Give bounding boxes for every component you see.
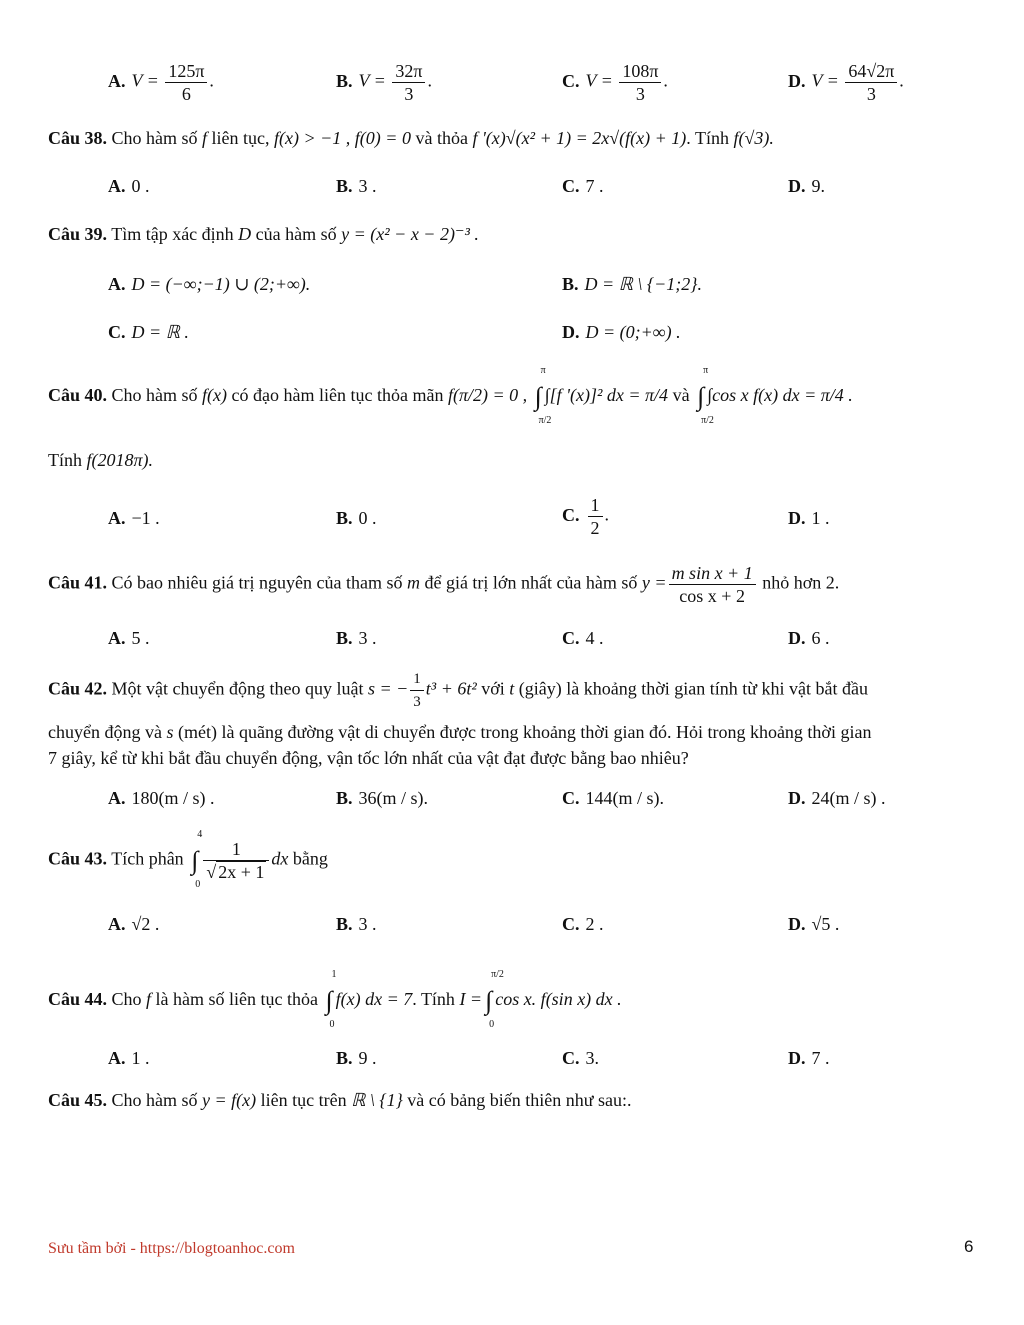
- q45-stem: Câu 45. Cho hàm số y = f(x) liên tục trên ℝ \ {1} và có bảng biến thiên như sau:.: [48, 1090, 632, 1110]
- q44-option-c: C. 3.: [562, 1048, 599, 1068]
- q37-option-c: C. V = $\frac{108\pi}{3}$ .: [562, 61, 668, 104]
- q44-stem: Câu 44. Cho f là hàm số liên tục thỏa ∫ 1 0 f(x) dx = 7. Tính I = ∫ π/2 0 cos x. f(sin x) dx .: [48, 969, 622, 1030]
- q39-option-c: C. D = ℝ .: [108, 322, 189, 342]
- q42-stem: Câu 42. Một vật chuyển động theo quy luật s = − $\frac{1}{3}$ t³ + 6t² với t (giây) là khoảng thời gian tính từ khi vật bắt đầu: [48, 668, 868, 713]
- q39-option-b: B. D = ℝ \ {−1;2}.: [562, 274, 702, 294]
- q43-option-d: D. √5 .: [788, 914, 840, 934]
- q40-option-c: C. $\frac{1}{2}$ .: [562, 495, 609, 538]
- q41-option-a: A. 5 .: [108, 628, 150, 648]
- q40-option-b: B. 0 .: [336, 508, 377, 528]
- q41-stem: Câu 41. Có bao nhiêu giá trị nguyên của tham số m để giá trị lớn nhất của hàm số y = $\frac{\text{m sin x + 1}}{\text{cos x + 2}}$ nhỏ hơn 2.: [48, 563, 840, 606]
- page-number: 6: [964, 1237, 974, 1256]
- q42-line3: 7 giây, kể từ khi bắt đầu chuyển động, vận tốc lớn nhất của vật đạt được bằng bao nhiêu?: [48, 748, 689, 768]
- q41-option-d: D. 6 .: [788, 628, 830, 648]
- q38-option-c: C. 7 .: [562, 176, 604, 196]
- q39-stem: Câu 39. Tìm tập xác định D của hàm số y = (x² − x − 2)⁻³ .: [48, 224, 479, 244]
- q41-option-b: B. 3 .: [336, 628, 377, 648]
- q41-option-c: C. 4 .: [562, 628, 604, 648]
- q43-option-a: A. √2 .: [108, 914, 160, 934]
- q43-option-c: C. 2 .: [562, 914, 604, 934]
- q39-option-d: D. D = (0;+∞) .: [562, 322, 681, 342]
- q38-option-a: A. 0 .: [108, 176, 150, 196]
- q42-option-d: D. 24(m / s) .: [788, 788, 886, 808]
- q38-stem: Câu 38. Cho hàm số f liên tục, f(x) > −1 , f(0) = 0 và thỏa f '(x)√(x² + 1) = 2x√(f(x) + 1). Tính f(√3).: [48, 128, 774, 148]
- q37-option-b: B. V = $\frac{32\pi}{3}$ .: [336, 61, 432, 104]
- q37-option-a: A. V = $\frac{125\pi}{6}$ .: [108, 61, 214, 104]
- q38-option-d: D. 9.: [788, 176, 825, 196]
- q39-option-a: A. D = (−∞;−1) ∪ (2;+∞).: [108, 274, 311, 294]
- q40-option-a: A. −1 .: [108, 508, 160, 528]
- q43-option-b: B. 3 .: [336, 914, 377, 934]
- q38-option-b: B. 3 .: [336, 176, 377, 196]
- q42-line2: chuyển động và s (mét) là quãng đường vật di chuyển được trong khoảng thời gian đó. Hỏi trong khoảng thời gian: [48, 722, 872, 742]
- q43-stem: Câu 43. Tích phân ∫ 4 0 $\frac{1}{√ 2x + 1}$ dx bằng: [48, 828, 328, 890]
- q40-option-d: D. 1 .: [788, 508, 830, 528]
- q44-option-b: B. 9 .: [336, 1048, 377, 1068]
- q42-option-a: A. 180(m / s) .: [108, 788, 215, 808]
- q44-option-a: A. 1 .: [108, 1048, 150, 1068]
- q37-option-d: D. V = $\frac{64√2\pi}{3}$ .: [788, 61, 904, 104]
- q40-line2: Tính f(2018π).: [48, 450, 154, 470]
- q40-stem: Câu 40. Cho hàm số f(x) có đạo hàm liên tục thỏa mãn f(π/2) = 0 , ∫ π π/2 ∫[f '(x)]² dx = π/4 và ∫ π π/2 ∫cos x f(x) dx = π/4 .: [48, 365, 853, 426]
- q44-option-d: D. 7 .: [788, 1048, 830, 1068]
- footer-source: Sưu tầm bởi - https://blogtoanhoc.com: [48, 1240, 295, 1257]
- q42-option-b: B. 36(m / s).: [336, 788, 429, 808]
- q42-option-c: C. 144(m / s).: [562, 788, 664, 808]
